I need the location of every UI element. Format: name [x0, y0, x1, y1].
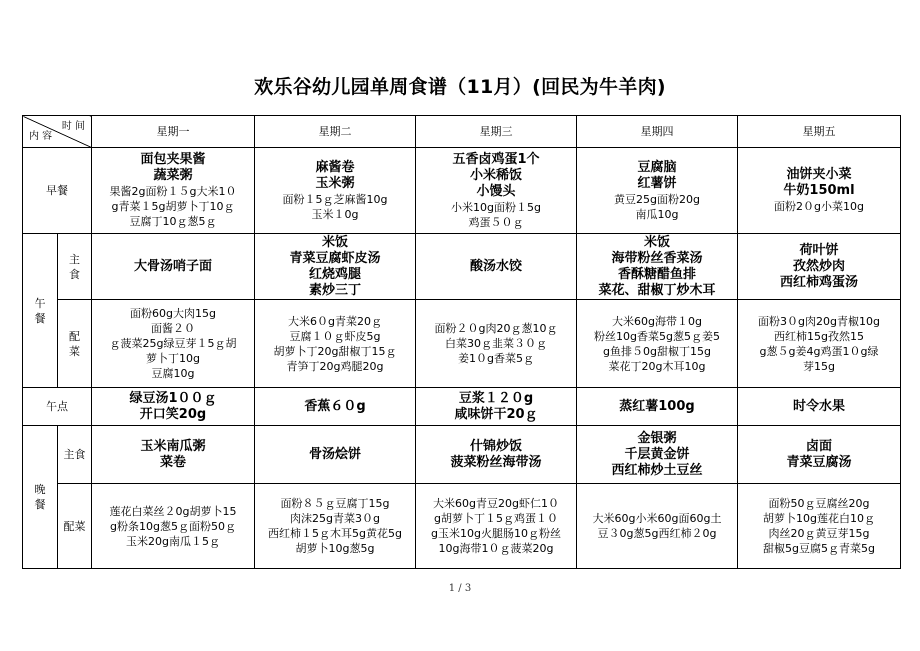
menu-cell: [255, 484, 416, 569]
dish-name: 五香卤鸡蛋1个: [452, 151, 540, 167]
page-number: 1 / 3: [448, 583, 472, 594]
dish-name: 骨汤烩饼: [308, 446, 361, 462]
dish-name: 千层黄金饼: [624, 446, 690, 462]
dish-name: 时令水果: [792, 398, 845, 414]
menu-cell: [738, 388, 901, 426]
dish-name: 咸味饼干20ｇ: [454, 406, 538, 422]
dish-name: 豆浆１２０g: [458, 390, 534, 406]
ingredient-line: 面粉50ｇ豆腐丝20g: [768, 497, 870, 510]
ingredient-line: 豆腐10g: [151, 367, 195, 380]
dish-name: 菜卷: [159, 454, 186, 470]
menu-cell: [92, 234, 255, 300]
menu-cell: [738, 484, 901, 569]
dish-name: 绿豆汤1００ｇ: [129, 390, 217, 406]
menu-cell: [92, 484, 255, 569]
dish-name: 卤面: [805, 438, 832, 454]
ingredient-line: 甜椒5g豆腐5ｇ青菜5g: [763, 542, 875, 555]
lunch-label: [23, 234, 58, 388]
ingredient-line: 肉沫25g青菜3０g: [290, 512, 380, 525]
ingredient-line: 豆腐丁10ｇ葱5ｇ: [129, 215, 217, 228]
ingredient-line: 面粉２０g肉20ｇ葱10ｇ: [434, 322, 558, 335]
ingredient-line: g葱５g姜4g鸡蛋1０g绿: [759, 344, 879, 358]
ingredient-line: 大米60g海带１0g: [612, 314, 702, 328]
dish-name: 蒸红薯100g: [619, 398, 695, 414]
dish-name: 金银粥: [637, 430, 677, 446]
ingredient-line: 胡萝卜10g莲花白10ｇ: [763, 512, 875, 525]
menu-cell: [577, 300, 738, 388]
dish-name: 西红柿炒土豆丝: [611, 462, 703, 478]
dish-name: 青菜豆腐虾皮汤: [289, 250, 381, 266]
menu-cell: [577, 484, 738, 569]
menu-cell: [92, 300, 255, 388]
ingredient-line: 南瓜10g: [635, 207, 679, 221]
menu-cell: [577, 148, 738, 234]
ingredient-line: 面粉60g大肉15g: [130, 307, 216, 320]
lunch-staple-row: [23, 234, 901, 300]
ingredient-line: 面粉１5ｇ芝麻酱10g: [282, 192, 388, 206]
ingredient-line: 面粉3０g肉20g青椒10g: [758, 314, 880, 328]
dish-name: 面包夹果酱: [140, 152, 206, 167]
menu-cell: [738, 300, 901, 388]
dish-name: 米饭: [321, 234, 348, 250]
staple-label-char-1: 主: [69, 252, 80, 266]
day-header-tue: 星期二: [255, 116, 416, 148]
dish-name: 麻酱卷: [315, 159, 355, 175]
ingredient-line: g玉米10g火腿肠10ｇ粉丝: [431, 527, 561, 540]
menu-cell: [416, 234, 577, 300]
ingredient-line: 莲花白菜丝２0g胡萝卜15: [109, 504, 237, 518]
menu-cell: [416, 484, 577, 569]
dish-name: 西红柿鸡蛋汤: [779, 274, 858, 290]
menu-cell: [92, 426, 255, 484]
dish-name: 玉米粥: [315, 175, 355, 191]
dinner-staple-row: [23, 426, 901, 484]
page-title: 欢乐谷幼儿园单周食谱（11月）(回民为牛羊肉): [254, 76, 666, 98]
dish-name: 什锦炒饭: [469, 438, 522, 454]
day-header-wed: 星期三: [416, 116, 577, 148]
lunch-label-char-2: 餐: [34, 311, 46, 325]
ingredient-line: 豆腐１０ｇ虾皮5g: [289, 329, 381, 343]
dish-name: 豆腐脑: [637, 159, 677, 175]
menu-cell: [416, 300, 577, 388]
menu-cell: [92, 388, 255, 426]
menu-cell: [738, 426, 901, 484]
dinner-side-row: [23, 484, 901, 569]
ingredient-line: 西红柿15g孜然15: [774, 329, 864, 343]
dish-name: 大骨汤哨子面: [133, 258, 212, 274]
menu-cell: [738, 148, 901, 234]
dish-name: 油饼夹小菜: [786, 167, 852, 182]
menu-cell: [255, 300, 416, 388]
ingredient-line: g鱼排５0g甜椒丁15g: [603, 344, 711, 358]
dish-name: 荷叶饼: [799, 242, 839, 258]
menu-cell: [255, 234, 416, 300]
ingredient-line: g胡萝卜丁１5ｇ鸡蛋１０: [434, 512, 558, 525]
ingredient-line: 10g海带1０ｇ菠菜20g: [438, 542, 554, 555]
menu-cell: [255, 426, 416, 484]
ingredient-line: 面粉2０g小菜10g: [774, 200, 864, 213]
dish-name: 海带粉丝香菜汤: [611, 250, 703, 266]
dish-name: 菠菜粉丝海带汤: [450, 454, 542, 470]
dish-name: 红烧鸡腿: [308, 266, 361, 282]
dinner-label: [23, 426, 58, 569]
ingredient-line: 青笋丁20g鸡腿20g: [286, 359, 384, 373]
dish-name: 菜花、甜椒丁炒木耳: [598, 282, 716, 298]
weekly-menu-table: [22, 115, 901, 569]
day-header-fri: 星期五: [738, 116, 901, 148]
ingredient-line: 大米60g青豆20g虾仁1０: [433, 497, 559, 510]
ingredient-line: 玉米20g南瓜１5ｇ: [126, 534, 220, 548]
dish-name: 香蕉６０g: [304, 398, 366, 414]
ingredient-line: 大米6０g青菜20ｇ: [288, 314, 382, 328]
day-header-thu: 星期四: [577, 116, 738, 148]
menu-cell: [577, 388, 738, 426]
dish-name: 孜然炒肉: [792, 258, 845, 274]
ingredient-line: 面粉８５ｇ豆腐丁15g: [280, 497, 390, 510]
ingredient-line: 菜花丁20g木耳10g: [608, 359, 706, 373]
dish-name: 牛奶150ml: [783, 183, 855, 198]
snack-label: 午点: [23, 388, 92, 426]
side-label-char-2: 菜: [69, 344, 80, 358]
ingredient-line: 胡萝卜10g葱5g: [295, 542, 375, 555]
lunch-staple-label: [58, 234, 92, 300]
dinner-label-char-1: 晚: [34, 483, 46, 496]
dish-name: 素炒三丁: [308, 282, 361, 298]
dinner-staple-label: 主食: [58, 426, 92, 484]
ingredient-line: 萝卜丁10g: [146, 352, 200, 365]
menu-cell: [416, 426, 577, 484]
dish-name: 小馒头: [476, 183, 516, 199]
dinner-side-label: 配菜: [58, 484, 92, 569]
menu-cell: [255, 388, 416, 426]
staple-label-char-2: 食: [69, 267, 80, 281]
menu-cell: [255, 148, 416, 234]
side-label-char-1: 配: [69, 329, 80, 343]
ingredient-line: 鸡蛋５０ｇ: [468, 215, 524, 229]
dish-name: 红薯饼: [637, 175, 677, 191]
ingredient-line: 粉丝10g香菜5g葱5ｇ姜5: [594, 329, 720, 343]
ingredient-line: 黄豆25g面粉20g: [614, 192, 700, 206]
dish-name: 酸汤水饺: [469, 258, 522, 274]
ingredient-line: 果酱2g面粉１５g大米1０: [109, 185, 237, 198]
dish-name: 开口笑20g: [139, 406, 207, 422]
menu-cell: [577, 234, 738, 300]
ingredient-line: 大米60g小米60g面60g土: [592, 512, 722, 525]
day-header-mon: 星期一: [92, 116, 255, 148]
dish-name: 青菜豆腐汤: [786, 454, 852, 470]
breakfast-row: [23, 148, 901, 234]
ingredient-line: 姜1０g香菜5ｇ: [458, 352, 534, 365]
ingredient-line: 胡萝卜丁20g甜椒丁15ｇ: [273, 344, 397, 358]
header-corner-cell: [23, 116, 92, 148]
dish-name: 米饭: [643, 234, 670, 250]
dish-name: 小米稀饭: [469, 167, 522, 183]
header-row: [23, 116, 901, 148]
lunch-label-char-1: 午: [34, 296, 46, 310]
ingredient-line: 芽15g: [803, 359, 835, 373]
dish-name: 蔬菜粥: [153, 168, 193, 183]
ingredient-line: 小米10g面粉１5g: [451, 200, 541, 214]
menu-cell: [92, 148, 255, 234]
menu-cell: [738, 234, 901, 300]
ingredient-line: g青菜１5g胡萝卜丁10ｇ: [111, 200, 235, 213]
ingredient-line: ｇ菠菜25g绿豆芽１5ｇ胡: [109, 337, 237, 350]
ingredient-line: 肉丝20ｇ黄豆芽15g: [768, 527, 870, 540]
dish-name: 香酥糖醋鱼排: [617, 266, 696, 282]
dinner-label-char-2: 餐: [34, 498, 46, 511]
content-label: 内 容: [29, 131, 53, 142]
ingredient-line: 玉米１0g: [311, 207, 359, 221]
snack-row: [23, 388, 901, 426]
ingredient-line: 西红柿１5ｇ木耳5g黄花5g: [268, 527, 402, 540]
ingredient-line: 豆３0g葱5g西红柿２0g: [597, 527, 717, 540]
lunch-side-row: [23, 300, 901, 388]
lunch-side-label: [58, 300, 92, 388]
menu-cell: [416, 388, 577, 426]
breakfast-label: 早餐: [23, 148, 92, 234]
time-label: 时 间: [61, 121, 85, 132]
ingredient-line: g粉条10g葱5ｇ面粉50ｇ: [110, 519, 236, 533]
dish-name: 玉米南瓜粥: [140, 438, 206, 454]
ingredient-line: 面酱２０: [151, 322, 195, 335]
ingredient-line: 白菜30ｇ韭菜３０ｇ: [445, 337, 547, 350]
menu-cell: [416, 148, 577, 234]
menu-cell: [577, 426, 738, 484]
